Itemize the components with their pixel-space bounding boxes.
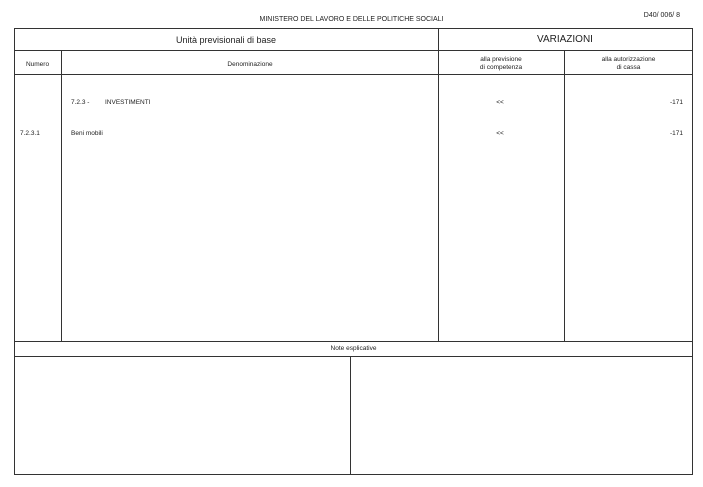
notes-box-left xyxy=(15,357,350,474)
row-previsione: << xyxy=(496,99,504,106)
document-code: D40/ 006/ 8 xyxy=(643,12,680,19)
row-denominazione: Beni mobili xyxy=(71,130,103,137)
col-previsione-line2: di competenza xyxy=(479,64,523,71)
divider-cassa xyxy=(564,50,565,341)
row-code: 7.2.3 - xyxy=(71,99,90,106)
row-denominazione: INVESTIMENTI xyxy=(105,99,151,106)
notes-box-right xyxy=(351,357,692,474)
col-previsione-line1: alla previsione xyxy=(480,56,522,63)
section-variazioni: VARIAZIONI xyxy=(537,34,593,45)
notes-title: Note esplicative xyxy=(330,345,377,352)
col-cassa-line2: di cassa xyxy=(616,64,641,71)
row-numero: 7.2.3.1 xyxy=(20,130,40,137)
column-header-divider xyxy=(14,74,693,75)
frame-bottom xyxy=(14,474,693,475)
divider-numero xyxy=(61,50,62,341)
notes-top-divider xyxy=(14,341,693,342)
row-previsione: << xyxy=(496,130,504,137)
section-unita-previsionali: Unità previsionali di base xyxy=(175,35,277,45)
col-denominazione: Denominazione xyxy=(227,61,273,68)
col-numero: Numero xyxy=(25,61,50,68)
ministry-title: MINISTERO DEL LAVORO E DELLE POLITICHE SOCIALI xyxy=(259,16,444,23)
section-divider xyxy=(14,50,693,51)
frame-right xyxy=(692,28,693,475)
frame-top xyxy=(14,28,693,29)
col-cassa-line1: alla autorizzazione xyxy=(601,56,656,63)
row-cassa: -171 xyxy=(669,99,683,106)
row-cassa: -171 xyxy=(669,130,683,137)
